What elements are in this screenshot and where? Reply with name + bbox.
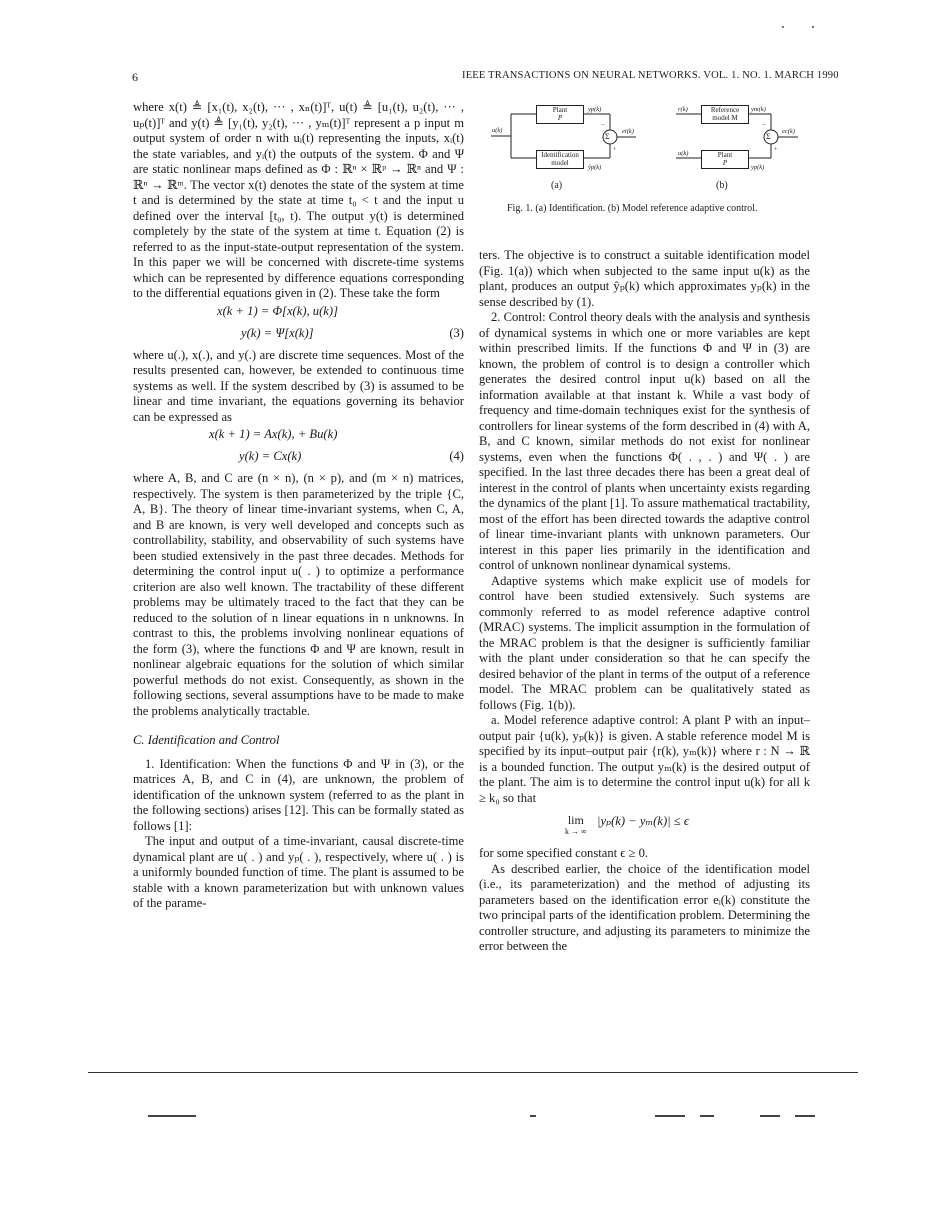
plant-label-a: Plant — [552, 106, 568, 114]
left-column — [133, 100, 464, 912]
plant-label-b: Plant — [717, 151, 733, 159]
page-number: 6 — [132, 70, 138, 84]
plant-box-b — [701, 150, 749, 169]
r-label: r(k) — [678, 106, 688, 113]
scan-mark — [655, 1115, 685, 1117]
equation-3-number: (3) — [449, 325, 464, 340]
yp-label-a: yp(k) — [588, 106, 602, 113]
equation-3a — [133, 304, 464, 324]
subfigure-a-label: (a) — [551, 180, 563, 191]
right-paragraph-4: a. Model reference adaptive control: A plant P with an input–output pair {u(k), yₚ(k)} is given. A stable reference model M is specified by its input–output pair {r(k), yₘ(k)} where r : N → ℝ is a bounded function. The output yₘ(k) is the desired output of the plant. The aim is to determine the control input u(k) for all k ≥ k₀ so that — [479, 713, 810, 805]
ec-label: ec(k) — [782, 128, 795, 135]
figure-caption: Fig. 1. (a) Identification. (b) Model reference adaptive control. — [507, 203, 758, 214]
plus-a: + — [613, 146, 617, 153]
left-paragraph-2: where u(.), x(.), and y(.) are discrete time sequences. Most of the results presented can, however, be extended to continuous time systems as well. If the system described by (3) is assumed to be linear and time invariant, the equations governing its behavior can be expressed as — [133, 347, 464, 424]
equation-3b-expr: y(k) = Ψ[x(k)] — [241, 325, 314, 340]
plus-b: + — [774, 146, 778, 153]
ei-label: ei(k) — [622, 128, 634, 135]
plant-sub-a: P — [557, 114, 563, 122]
running-head: IEEE TRANSACTIONS ON NEURAL NETWORKS. VOL. 1. NO. 1. MARCH 1990 — [462, 70, 839, 81]
sigma-a: Σ — [605, 132, 610, 141]
limit-expression: |yₚ(k) − yₘ(k)| ≤ ϵ — [597, 814, 689, 828]
equation-4b — [133, 449, 464, 469]
right-paragraph-2: 2. Control: Control theory deals with the analysis and synthesis of dynamical systems in which one or more variables are kept within prescribed limits. If the functions Φ and Ψ in (3) are known, the problem of control is to design a controller which generates the desired control input u(k) based on all the information available at that instant k. While a vast body of frequency and time-domain techniques exist for the synthesis of controllers for linear systems of the form described in (4) with A, B, and C known, similar methods do not exist for nonlinear systems, even when the functions Φ( . , . ) and Ψ( . ) are specified. In the last three decades there has been a great deal of interest in the control of plants when uncertainty exists regarding the dynamics of the plant [1]. To assure mathematical tractability, most of the effort has been directed towards the adaptive control of linear time-invariant plants with unknown parameters. Our interest in this paper lies primarily in the identification and control of unknown nonlinear dynamical systems. — [479, 310, 811, 572]
left-paragraph-3: where A, B, and C are (n × n), (n × p), and (m × n) matrices, respectively. The system is then parameterized by the triple {C, A, B}. The theory of linear time-invariant systems, when C, A, and B are known, is very well developed and concepts such as controllability, stability, and observability of such systems have been studied extensively in the past three decades. Methods for determining the control input u( . ) to optimize a performance criterion are also well known. The tractability of these different problems may be ultimately traced to the fact that they can be reduced to the solution of n linear equations in n unknowns. In contrast to this, the problems involving nonlinear equations of the form (3), where the functions Φ and Ψ are known, result in nonlinear algebraic equations for the solution of which similar powerful methods do not exist. Consequently, as shown in the following sections, several assumptions have to be made to make the problems analytically tractable. — [133, 471, 464, 718]
limit-operator — [565, 814, 587, 838]
minus-b: − — [762, 122, 766, 129]
limit-word: lim — [567, 813, 584, 827]
equation-3a-expr: x(k + 1) = Φ[x(k), u(k)] — [217, 303, 338, 318]
bottom-rule — [88, 1072, 858, 1073]
left-paragraph-1: where x(t) ≜ [x₁(t), x₂(t), ··· , xₙ(t)]ᵀ, u(t) ≜ [u₁(t), u₂(t), ··· , uₚ(t)]ᵀ and y(t) ≜ [y₁(t), y₂(t), ··· , yₘ(t)]ᵀ represent a p input m output system of order n with uᵢ(t) representing the inputs, xᵢ(t) the state variables, and yᵢ(t) the outputs of the system. Φ and Ψ are static nonlinear maps defined as Φ : ℝⁿ × ℝᵖ → ℝⁿ and Ψ : ℝⁿ → ℝᵐ. The vector x(t) denotes the state of the system at time t and is determined by the state at time t₀ < t and the input u defined over the interval [t₀, t). The output y(t) is determined completely by the state of the system at time t. Equation (2) is referred to as the input-state-output representation of the system. In this paper we will be concerned with discrete-time systems which can be represented by difference equations corresponding to the differential equations given in (2). These take the form — [133, 100, 464, 300]
scan-mark — [760, 1115, 780, 1117]
section-heading-c: C. Identification and Control — [133, 733, 280, 747]
yhat-label: ŷp(k) — [588, 164, 602, 171]
scan-mark — [148, 1115, 196, 1117]
right-paragraph-5: for some specified constant ϵ ≥ 0. — [479, 846, 649, 860]
scan-mark — [700, 1115, 714, 1117]
equation-3b — [133, 326, 464, 346]
scan-mark — [795, 1115, 815, 1117]
right-paragraph-3: Adaptive systems which make explicit use of models for control have been studied extensively. Such systems are commonly referred to as model reference adaptive control (MRAC) systems. The implicit assumption in the formulation of the MRAC problem is that the designer is sufficiently familiar with the plant under consideration so that he can specify the desired behavior of the plant in terms of the output of a reference model. The MRAC problem can be qualitatively stated as follows (Fig. 1(b)). — [479, 573, 810, 712]
limit-subscript: k → ∞ — [565, 827, 587, 836]
minus-a: − — [601, 122, 605, 129]
u-label-a: u(k) — [492, 127, 503, 134]
plant-box-a — [536, 105, 584, 124]
equation-4b-expr: y(k) = Cx(k) — [239, 449, 302, 463]
u-label-b: u(k) — [678, 150, 689, 157]
plant-sub-b: P — [722, 159, 728, 167]
right-paragraph-1: ters. The objective is to construct a suitable identification model (Fig. 1(a)) which when subjected to the same input u(k) as the plant, produces an output ŷₚ(k) which approximates yₚ(k) in the sense described by (1). — [479, 248, 810, 309]
subfigure-b-label: (b) — [716, 180, 728, 191]
identification-model-box: Identification model — [536, 150, 584, 169]
yp-label-b: yp(k) — [751, 164, 765, 171]
equation-4-number: (4) — [449, 449, 464, 463]
right-paragraph-6: As described earlier, the choice of the identification model (i.e., its parameterization) and the method of adjusting its parameters based on the identification error eᵢ(k) constitute the two principal parts of the identification problem. Determining the controller structure, and adjusting its parameters to minimize the error between the — [479, 861, 810, 953]
scan-mark — [782, 26, 784, 28]
sigma-b: Σ — [766, 132, 771, 141]
limit-equation — [479, 812, 810, 842]
reference-model-box: Reference model M — [701, 105, 749, 124]
left-paragraph-5: The input and output of a time-invariant, causal discrete-time dynamical plant are u( . ) and yₚ( . ), respectively, where u( . ) is a uniformly bounded function of time. The plant is assumed to be stable with a known parameterization but with unknown values of the parame- — [133, 834, 464, 910]
scan-mark — [530, 1115, 536, 1117]
right-column — [479, 248, 810, 955]
ym-label: ym(k) — [751, 106, 766, 113]
equation-4a-expr: x(k + 1) = Ax(k), + Bu(k) — [209, 427, 338, 441]
scan-mark — [812, 26, 814, 28]
equation-4a — [133, 427, 464, 447]
left-paragraph-4: 1. Identification: When the functions Φ and Ψ in (3), or the matrices A, B, and C in (4), are unknown, the problem of identification of the unknown system (referred to as the plant in the following sections) arises [12]. This can be formally stated as follows [1]: — [133, 756, 464, 833]
figure-1 — [486, 100, 816, 218]
